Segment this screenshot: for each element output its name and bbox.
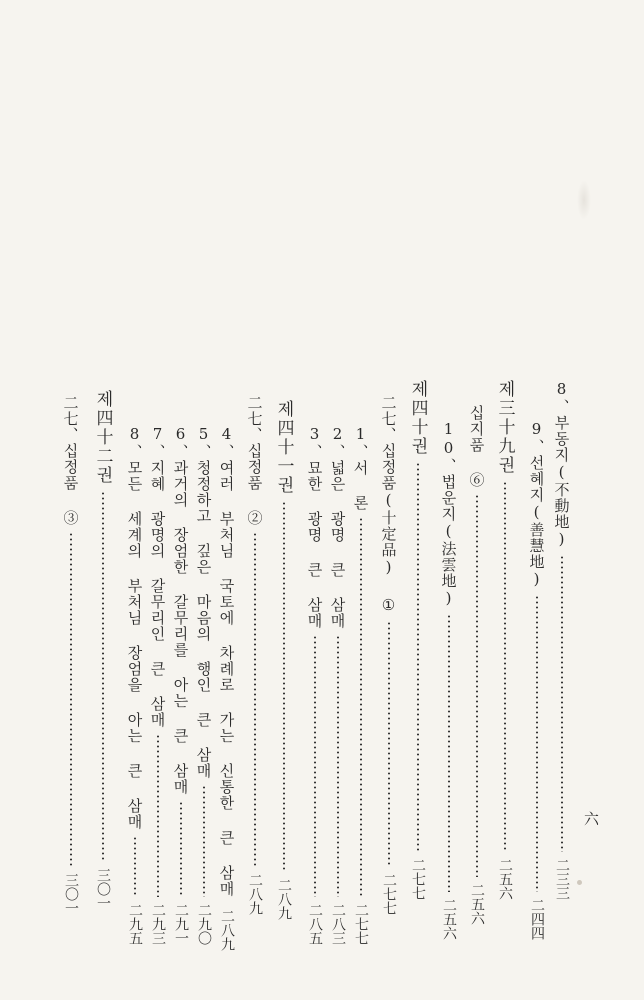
chapter-label: 二七、십정품 ③	[61, 395, 80, 526]
chapter-label: 二七、십정품 ②	[245, 395, 264, 526]
leader-dots	[417, 462, 419, 852]
chapter-page: 二八九	[247, 873, 263, 915]
chapter-label: 십지품 ⑥	[467, 405, 486, 488]
leader-dots	[157, 734, 159, 897]
volume-heading[interactable]	[92, 390, 114, 910]
volume-label: 제四十권	[407, 380, 428, 456]
toc-entry-page: 二九三	[150, 903, 166, 945]
volume-heading[interactable]	[494, 380, 516, 900]
volume-heading[interactable]	[407, 380, 429, 900]
leader-dots	[448, 614, 450, 892]
leader-dots	[70, 532, 72, 867]
leader-dots	[102, 491, 104, 862]
chapter-heading[interactable]	[466, 405, 488, 925]
toc-entry-page: 二七七	[353, 903, 369, 945]
stain	[577, 880, 582, 885]
smudge	[577, 180, 591, 220]
toc-entry[interactable]	[438, 420, 460, 940]
leader-dots	[203, 785, 205, 897]
chapter-page: 三〇一	[63, 873, 79, 915]
chapter-label: 二七、십정품(十定品) ①	[379, 395, 398, 615]
toc-entry-label: 3、묘한 광명 큰 삼매	[305, 425, 324, 629]
volume-heading[interactable]	[273, 400, 295, 920]
toc-entry-label: 1、서 론	[351, 425, 370, 511]
toc-entry[interactable]	[147, 425, 169, 945]
toc-entry-label: 2、넓은 광명 큰 삼매	[328, 425, 347, 629]
toc-entry-page: 二九一	[173, 903, 189, 945]
chapter-page: 二五六	[469, 883, 485, 925]
toc-entry-page: 二八三	[330, 903, 346, 945]
toc-entry[interactable]	[170, 425, 192, 945]
leader-dots	[388, 621, 390, 867]
toc-entry-page: 二四四	[529, 898, 545, 940]
toc-entry[interactable]	[526, 420, 548, 940]
toc-entry-page: 二五六	[441, 898, 457, 940]
leader-dots	[254, 532, 256, 867]
volume-page: 二八九	[276, 878, 292, 920]
chapter-heading[interactable]	[60, 395, 82, 915]
leader-dots	[337, 635, 339, 897]
toc-entry-label: 4、여러 부처님 국토에 차례로 가는 신통한 큰 삼매	[217, 425, 236, 897]
volume-label: 제四十二권	[92, 390, 113, 485]
leader-dots	[476, 494, 478, 877]
volume-page: 二七七	[410, 858, 426, 900]
toc-entry[interactable]	[350, 425, 372, 945]
toc-entry-label: 8、부동지(不動地)	[552, 380, 571, 549]
toc-entry[interactable]	[551, 380, 573, 900]
page-number: 六	[584, 810, 600, 828]
toc-entry-label: 9、선혜지(善慧地)	[527, 420, 546, 589]
leader-dots	[180, 801, 182, 897]
toc-entry[interactable]	[124, 425, 146, 945]
leader-dots	[134, 836, 136, 897]
toc-entry-label: 10、법운지(法雲地)	[439, 420, 458, 608]
leader-dots	[283, 501, 285, 872]
toc-entry[interactable]	[193, 425, 215, 945]
toc-entry-page: 二八五	[307, 903, 323, 945]
leader-dots	[536, 595, 538, 892]
leader-dots	[561, 555, 563, 852]
toc-entry-page: 二九五	[127, 903, 143, 945]
toc-entry-label: 5、청정하고 깊은 마음의 행인 큰 삼매	[194, 425, 213, 779]
toc-entry[interactable]	[327, 425, 349, 945]
toc-entry-label: 6、과거의 장엄한 갈무리를 아는 큰 삼매	[171, 425, 190, 795]
toc-entry-page: 二九〇	[196, 903, 212, 945]
toc-entry[interactable]	[216, 425, 238, 951]
toc-entry-page: 二八九	[219, 909, 235, 951]
volume-page: 二五六	[497, 858, 513, 900]
volume-page: 三〇一	[95, 868, 111, 910]
toc-entry-label: 7、지혜 광명의 갈무리인 큰 삼매	[148, 425, 167, 728]
chapter-page: 二七七	[381, 873, 397, 915]
volume-label: 제四十一권	[273, 400, 294, 495]
toc-entry-page: 二三三	[554, 858, 570, 900]
volume-label: 제三十九권	[494, 380, 515, 475]
leader-dots	[360, 517, 362, 897]
chapter-heading[interactable]	[244, 395, 266, 915]
leader-dots	[314, 635, 316, 897]
chapter-heading[interactable]	[378, 395, 400, 915]
leader-dots	[504, 481, 506, 852]
toc-entry[interactable]	[304, 425, 326, 945]
toc-entry-label: 8、모든 세계의 부처님 장엄을 아는 큰 삼매	[125, 425, 144, 830]
